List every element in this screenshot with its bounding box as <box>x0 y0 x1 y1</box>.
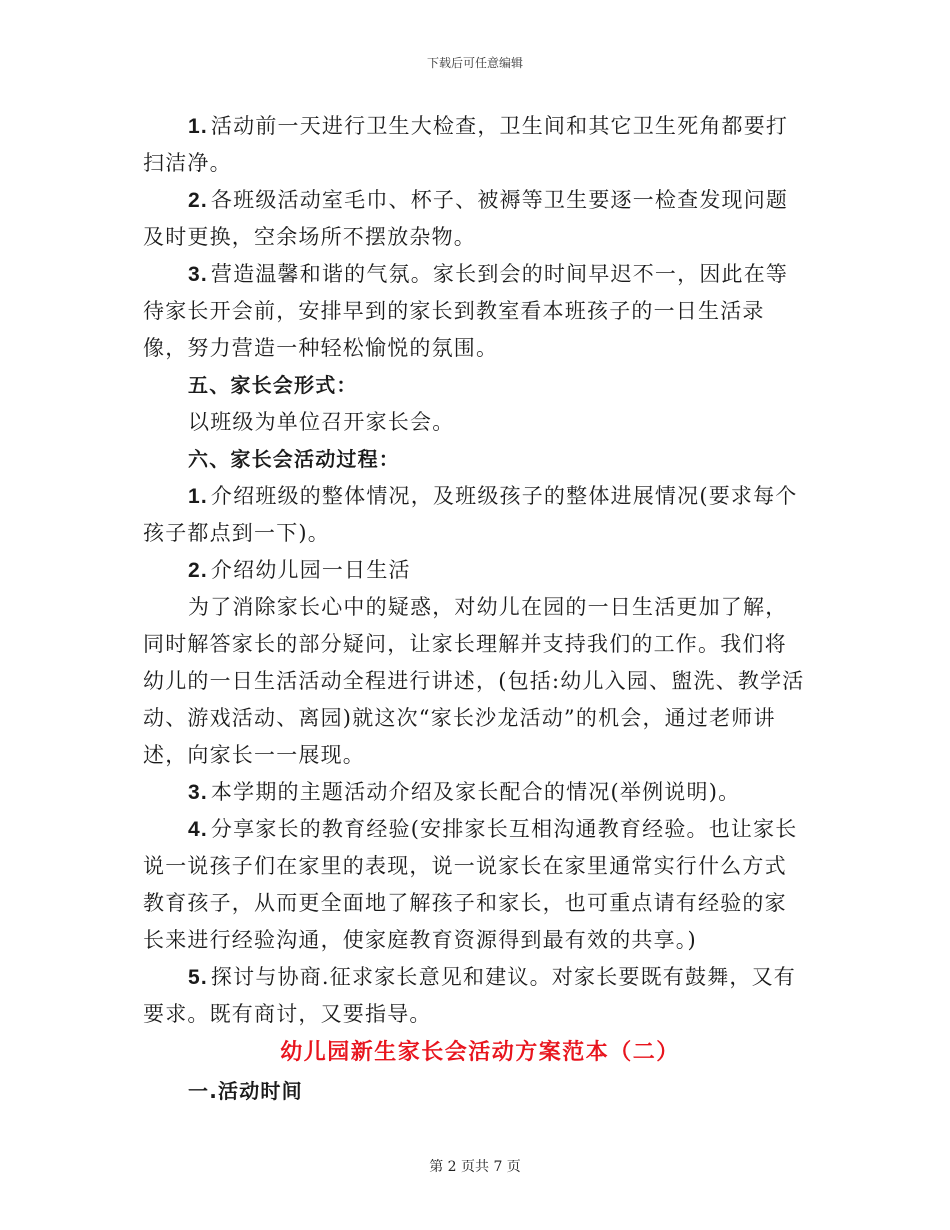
paragraph-text: 介绍班级的整体情况，及班级孩子的整体进展情况(要求每个孩子都点到一下)。 <box>143 484 798 545</box>
list-number: 3. <box>188 781 208 804</box>
paragraph-atmosphere <box>143 256 807 367</box>
paragraph-daily-life <box>143 552 807 589</box>
list-number: 4. <box>188 818 208 841</box>
list-number: 1. <box>188 115 208 138</box>
paragraph-theme-activities <box>143 774 807 811</box>
paragraph-text: 探讨与协商.征求家长意见和建议。对家长要既有鼓舞，又有要求。既有商讨，又要指导。 <box>143 965 796 1026</box>
paragraph-discussion <box>143 959 807 1033</box>
list-number: 2. <box>188 559 208 582</box>
paragraph-text: 营造温馨和谐的气氛。家长到会的时间早迟不一，因此在等待家长开会前，安排早到的家长到教室看本班孩子的一日生活录像，努力营造一种轻松愉悦的氛围。 <box>143 262 789 360</box>
paragraph-share-experience <box>143 811 807 959</box>
paragraph-text: 介绍幼儿园一日生活 <box>210 558 411 582</box>
paragraph-class-intro <box>143 478 807 552</box>
page-header: 下载后可任意编辑 <box>426 56 523 70</box>
section-heading-format: 五、家长会形式： <box>188 373 358 397</box>
paragraph-format: 以班级为单位召开家长会。 <box>188 410 455 434</box>
section-title: 幼儿园新生家长会活动方案范本（二） <box>280 1040 680 1065</box>
subheading-activity-time: 一.活动时间 <box>188 1079 303 1103</box>
document-body <box>143 108 807 1110</box>
paragraph-text: 各班级活动室毛巾、杯子、被褥等卫生要逐一检查发现问题及时更换，空余场所不摆放杂物。 <box>143 188 789 249</box>
paragraph-text: 分享家长的教育经验(安排家长互相沟通教育经验。也让家长说一说孩子们在家里的表现，说一说家长在家里通常实行什么方式教育孩子，从而更全面地了解孩子和家长，也可重点请有经验的家长来进行经验沟通，使家庭教育资源得到最有效的共享。) <box>143 817 798 952</box>
paragraph-classroom-hygiene <box>143 182 807 256</box>
page-footer: 第 2 页共 7 页 <box>429 1159 521 1175</box>
list-number: 2. <box>188 189 208 212</box>
list-number: 5. <box>188 966 208 989</box>
paragraph-daily-life-detail: 为了消除家长心中的疑惑，对幼儿在园的一日生活更加了解，同时解答家长的部分疑问，让家长理解并支持我们的工作。我们将幼儿的一日生活活动全程进行讲述，(包括:幼儿入园、盥洗、教学活动、游戏活动、离园)就这次“家长沙龙活动”的机会，通过老师讲述，向家长一一展现。 <box>143 595 805 767</box>
paragraph-text: 本学期的主题活动介绍及家长配合的情况(举例说明)。 <box>210 780 741 804</box>
paragraph-text: 活动前一天进行卫生大检查，卫生间和其它卫生死角都要打扫洁净。 <box>143 114 789 175</box>
list-number: 1. <box>188 485 208 508</box>
section-heading-process: 六、家长会活动过程： <box>188 447 400 471</box>
paragraph-hygiene-check <box>143 108 807 182</box>
list-number: 3. <box>188 263 208 286</box>
